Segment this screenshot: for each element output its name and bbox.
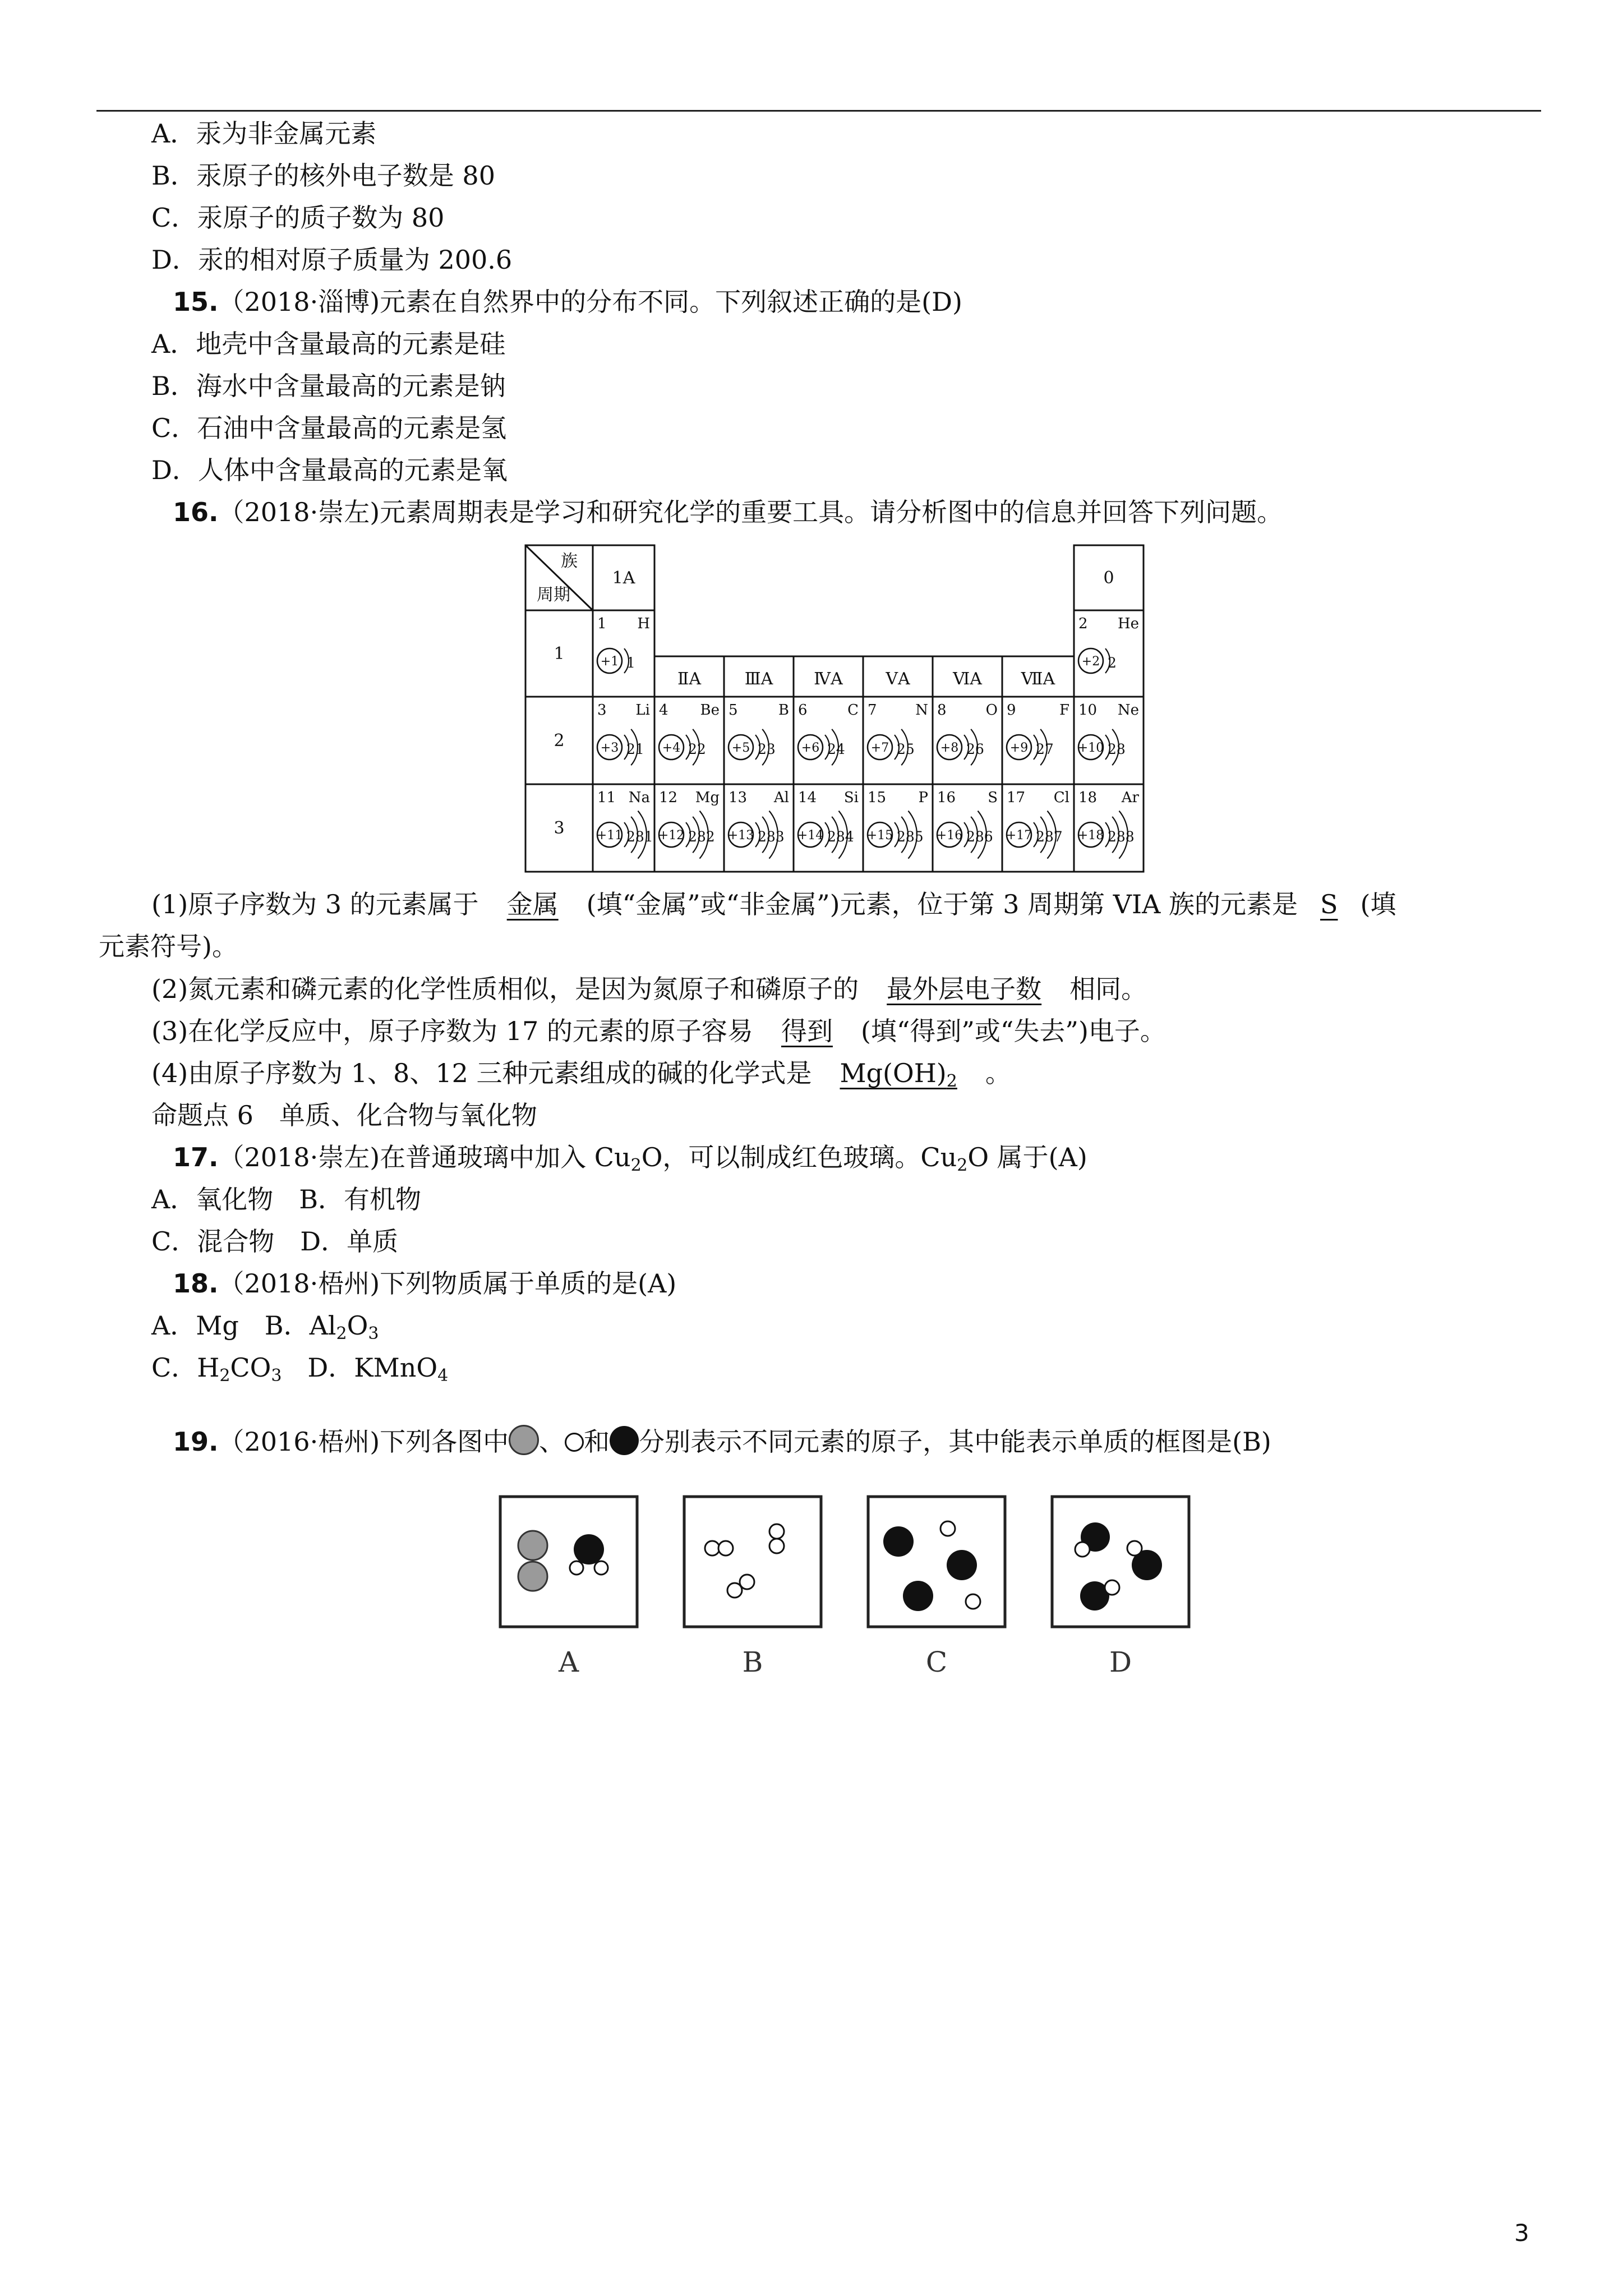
- nucleus-charge: +11: [596, 829, 623, 843]
- corner-group-label: 族: [561, 551, 578, 571]
- group-7a: ⅦA: [1021, 669, 1055, 689]
- electron-configuration: 2: [1108, 655, 1117, 671]
- text: A．Mg B．Al: [151, 1310, 336, 1341]
- question-number: 19.: [173, 1427, 219, 1457]
- element-symbol: Cl: [1053, 789, 1069, 806]
- nucleus-charge: +8: [940, 741, 959, 755]
- cell-Mg: [658, 789, 720, 859]
- period-1: 1: [554, 644, 565, 664]
- q18-options-row-1: [151, 1309, 379, 1342]
- element-symbol: O: [985, 702, 998, 719]
- q15-option-b: B．海水中含量最高的元素是钠: [151, 371, 506, 401]
- question-16: [173, 495, 1283, 529]
- element-symbol: Al: [773, 789, 789, 806]
- cell-B: [728, 702, 789, 765]
- nucleus-charge: +4: [662, 741, 681, 755]
- electron-configuration: 284: [827, 829, 854, 845]
- electron-configuration: 281: [626, 829, 653, 845]
- element-symbol: Ar: [1121, 789, 1139, 806]
- nucleus-charge: +15: [866, 829, 893, 843]
- header-rule: [96, 110, 1541, 112]
- element-symbol: F: [1059, 702, 1069, 719]
- q15-option-d: D．人体中含量最高的元素是氧: [151, 455, 508, 485]
- text: （2018·崇左)在普通玻璃中加入 Cu: [218, 1142, 631, 1172]
- electron-configuration: 26: [966, 741, 984, 757]
- atomic-number: 18: [1078, 789, 1098, 806]
- white-atom: [769, 1524, 784, 1539]
- group-3a: ⅢA: [744, 669, 773, 689]
- group-6a: ⅥA: [953, 669, 982, 689]
- q19-figure: [494, 1492, 1211, 1683]
- gray-atom: [518, 1562, 547, 1591]
- subscript: 2: [336, 1324, 347, 1343]
- nucleus-charge: +10: [1077, 741, 1104, 755]
- answer-blank: 最外层电子数: [887, 974, 1042, 1004]
- q14-option-d: D．汞的相对原子质量为 200.6: [151, 245, 513, 275]
- element-symbol: Ne: [1117, 702, 1139, 719]
- nucleus-charge: +12: [658, 829, 685, 843]
- electron-configuration: 1: [626, 655, 635, 671]
- white-atom: [966, 1594, 980, 1609]
- q17-options-row-2: C．混合物 D．单质: [151, 1226, 399, 1257]
- atomic-number: 2: [1078, 615, 1088, 632]
- label-d: D: [1109, 1646, 1132, 1678]
- element-symbol: H: [637, 615, 650, 632]
- white-atom: [769, 1539, 784, 1553]
- q15-option-a: A．地壳中含量最高的元素是硅: [151, 329, 506, 359]
- page-number: 3: [1514, 2219, 1529, 2247]
- question-text: （2018·崇左)元素周期表是学习和研究化学的重要工具。请分析图中的信息并回答下列问题。: [218, 497, 1283, 527]
- label-c: C: [925, 1646, 948, 1678]
- cell-F: [1007, 702, 1069, 765]
- white-atom: [594, 1561, 608, 1575]
- text: CO: [230, 1352, 271, 1383]
- cell-Li: [597, 702, 650, 765]
- text: （2016·梧州)下列各图中: [218, 1427, 509, 1457]
- question-17: [173, 1140, 1087, 1174]
- element-symbol: Na: [628, 789, 650, 806]
- question-19: [173, 1425, 1271, 1458]
- cell-S: [937, 789, 998, 859]
- section-heading-6: 命题点 6 单质、化合物与氧化物: [151, 1100, 537, 1130]
- period-3: 3: [554, 818, 565, 838]
- answer-blank: 金属: [506, 889, 559, 919]
- nucleus-charge: +3: [600, 741, 619, 755]
- q16-part-2: [151, 972, 1147, 1006]
- element-symbol: Li: [635, 702, 650, 719]
- nucleus-charge: +2: [1081, 655, 1100, 669]
- q17-options-row-1: A．氧化物 B．有机物: [151, 1184, 422, 1214]
- q14-option-c: C．汞原子的质子数为 80: [151, 203, 445, 233]
- white-atom: [940, 1521, 955, 1536]
- atomic-number: 12: [659, 789, 678, 806]
- text: 、: [539, 1427, 565, 1457]
- white-atom: [705, 1541, 720, 1556]
- atomic-number: 9: [1007, 702, 1016, 719]
- element-symbol: Be: [700, 702, 720, 719]
- q16-part-3: [151, 1014, 1166, 1048]
- text: 。: [985, 1058, 1011, 1088]
- element-symbol: C: [847, 702, 859, 719]
- atomic-number: 6: [798, 702, 808, 719]
- electron-configuration: 288: [1108, 829, 1135, 845]
- q14-option-b: B．汞原子的核外电子数是 80: [151, 160, 495, 191]
- nucleus-charge: +17: [1006, 829, 1032, 843]
- electron-configuration: 21: [626, 741, 644, 757]
- text: 分别表示不同元素的原子，其中能表示单质的框图是(B): [639, 1427, 1271, 1457]
- nucleus-charge: +6: [801, 741, 820, 755]
- text: (3)在化学反应中，原子序数为 17 的元素的原子容易: [151, 1016, 753, 1046]
- cell-Be: [659, 702, 720, 765]
- white-atom: [570, 1561, 583, 1575]
- electron-configuration: 28: [1108, 741, 1126, 757]
- black-atom: [947, 1550, 977, 1580]
- nucleus-charge: +16: [936, 829, 963, 843]
- black-atom-icon: [610, 1426, 639, 1455]
- electron-configuration: 27: [1036, 741, 1054, 757]
- white-atom: [718, 1541, 733, 1556]
- nucleus-charge: +18: [1077, 829, 1104, 843]
- cell-C: [798, 702, 859, 765]
- atomic-number: 17: [1007, 789, 1026, 806]
- white-atom: [1105, 1580, 1119, 1595]
- atomic-number: 7: [868, 702, 877, 719]
- cell-Si: [797, 789, 859, 859]
- atomic-number: 15: [868, 789, 887, 806]
- text: (填“得到”或“失去”)电子。: [860, 1016, 1166, 1046]
- electron-configuration: 25: [897, 741, 915, 757]
- electron-configuration: 287: [1036, 829, 1063, 845]
- answer-text: Mg(OH): [840, 1058, 947, 1088]
- white-atom: [1075, 1542, 1090, 1557]
- box-c: [868, 1497, 1005, 1627]
- atomic-number: 14: [798, 789, 817, 806]
- element-symbol: S: [988, 789, 998, 806]
- electron-configuration: 283: [758, 829, 785, 845]
- black-atom: [574, 1534, 604, 1565]
- text: O: [347, 1310, 368, 1341]
- q15-option-c: C．石油中含量最高的元素是氢: [151, 413, 507, 443]
- atomic-number: 4: [659, 702, 668, 719]
- question-number: 15.: [173, 287, 219, 317]
- text: （2018·梧州)下列物质属于单质的是(A): [218, 1268, 677, 1299]
- answer-blank: [811, 1058, 985, 1091]
- cell-Cl: [1006, 789, 1069, 859]
- answer-blank: 得到: [781, 1016, 833, 1046]
- small-white-atom-icon: [565, 1433, 584, 1452]
- electron-configuration: 282: [688, 829, 715, 845]
- electron-configuration: 22: [688, 741, 706, 757]
- group-1a: 1A: [612, 568, 635, 588]
- subscript: 4: [437, 1366, 449, 1386]
- text: (填“金属”或“非金属”)元素，位于第 3 周期第 VIA 族的元素是: [586, 889, 1298, 919]
- gray-atom-icon: [509, 1425, 539, 1455]
- text: D．KMnO: [282, 1352, 438, 1383]
- text: 和: [584, 1427, 610, 1457]
- group-0: 0: [1103, 568, 1114, 588]
- cell-He: [1078, 615, 1139, 673]
- box-b: [684, 1497, 821, 1627]
- subscript: 3: [368, 1324, 379, 1343]
- subscript: 3: [271, 1366, 282, 1386]
- electron-configuration: 285: [897, 829, 924, 845]
- cell-O: [937, 702, 998, 765]
- group-2a: ⅡA: [677, 669, 702, 689]
- question-15: [173, 285, 962, 319]
- cell-Ne: [1078, 702, 1139, 765]
- subscript: 2: [219, 1366, 230, 1386]
- text: (1)原子序数为 3 的元素属于: [151, 889, 479, 919]
- atomic-number: 16: [937, 789, 956, 806]
- electron-configuration: 286: [966, 829, 993, 845]
- q18-options-row-2: [151, 1351, 448, 1384]
- element-symbol: B: [778, 702, 789, 719]
- q16-part-1: [99, 884, 1542, 968]
- text: O 属于(A): [967, 1142, 1087, 1172]
- gray-atom: [518, 1531, 547, 1560]
- question-18: [173, 1267, 676, 1300]
- text: 相同。: [1069, 974, 1147, 1004]
- question-number: 17.: [173, 1142, 219, 1172]
- text: 元素符号)。: [99, 931, 238, 961]
- cell-H: [597, 615, 650, 673]
- cell-P: [867, 789, 928, 859]
- nucleus-charge: +9: [1009, 741, 1029, 755]
- label-b: B: [742, 1646, 763, 1678]
- q14-option-a: A．汞为非金属元素: [151, 118, 377, 149]
- nucleus-charge: +5: [731, 741, 750, 755]
- white-atom: [740, 1575, 754, 1589]
- subscript: 2: [630, 1156, 642, 1175]
- question-number: 16.: [173, 497, 219, 527]
- text: C．H: [151, 1352, 220, 1383]
- box-a: [500, 1497, 637, 1627]
- box-d: [1052, 1497, 1189, 1627]
- element-symbol: Mg: [695, 789, 720, 806]
- electron-configuration: 24: [827, 741, 845, 757]
- black-atom: [903, 1581, 933, 1611]
- text: (填: [1360, 889, 1396, 919]
- electron-configuration: 23: [758, 741, 776, 757]
- group-5a: ⅤA: [886, 669, 910, 689]
- periodic-table: [524, 544, 1169, 881]
- group-4a: ⅣA: [814, 669, 843, 689]
- cell-Na: [597, 789, 653, 859]
- answer-blank: S: [1320, 889, 1338, 919]
- nucleus-charge: +7: [870, 741, 889, 755]
- q16-part-4: [151, 1056, 1011, 1090]
- atomic-number: 10: [1078, 702, 1098, 719]
- cell-Ar: [1078, 789, 1140, 859]
- subscript: 2: [946, 1071, 957, 1091]
- nucleus-charge: +1: [600, 655, 619, 669]
- atomic-number: 8: [937, 702, 947, 719]
- nucleus-charge: +14: [797, 829, 824, 843]
- text: (4)由原子序数为 1、8、12 三种元素组成的碱的化学式是: [151, 1058, 812, 1088]
- black-atom: [883, 1526, 914, 1557]
- white-atom: [1127, 1541, 1142, 1556]
- atomic-number: 13: [728, 789, 748, 806]
- atomic-number: 5: [728, 702, 738, 719]
- atomic-number: 3: [597, 702, 607, 719]
- text: (2)氮元素和磷元素的化学性质相似，是因为氮原子和磷原子的: [151, 974, 859, 1004]
- period-2: 2: [554, 731, 565, 751]
- label-a: A: [558, 1646, 579, 1678]
- atomic-number: 1: [597, 615, 607, 632]
- question-text: （2018·淄博)元素在自然界中的分布不同。下列叙述正确的是(D): [218, 287, 962, 317]
- subscript: 2: [957, 1156, 968, 1175]
- element-symbol: Si: [843, 789, 859, 806]
- element-symbol: He: [1117, 615, 1139, 632]
- atomic-number: 11: [597, 789, 616, 806]
- cell-Al: [728, 789, 789, 859]
- corner-period-label: 周期: [537, 585, 570, 605]
- nucleus-charge: +13: [727, 829, 754, 843]
- text: O，可以制成红色玻璃。Cu: [641, 1142, 957, 1172]
- question-number: 18.: [173, 1268, 219, 1299]
- cell-N: [868, 702, 928, 765]
- element-symbol: N: [915, 702, 928, 719]
- element-symbol: P: [918, 789, 928, 806]
